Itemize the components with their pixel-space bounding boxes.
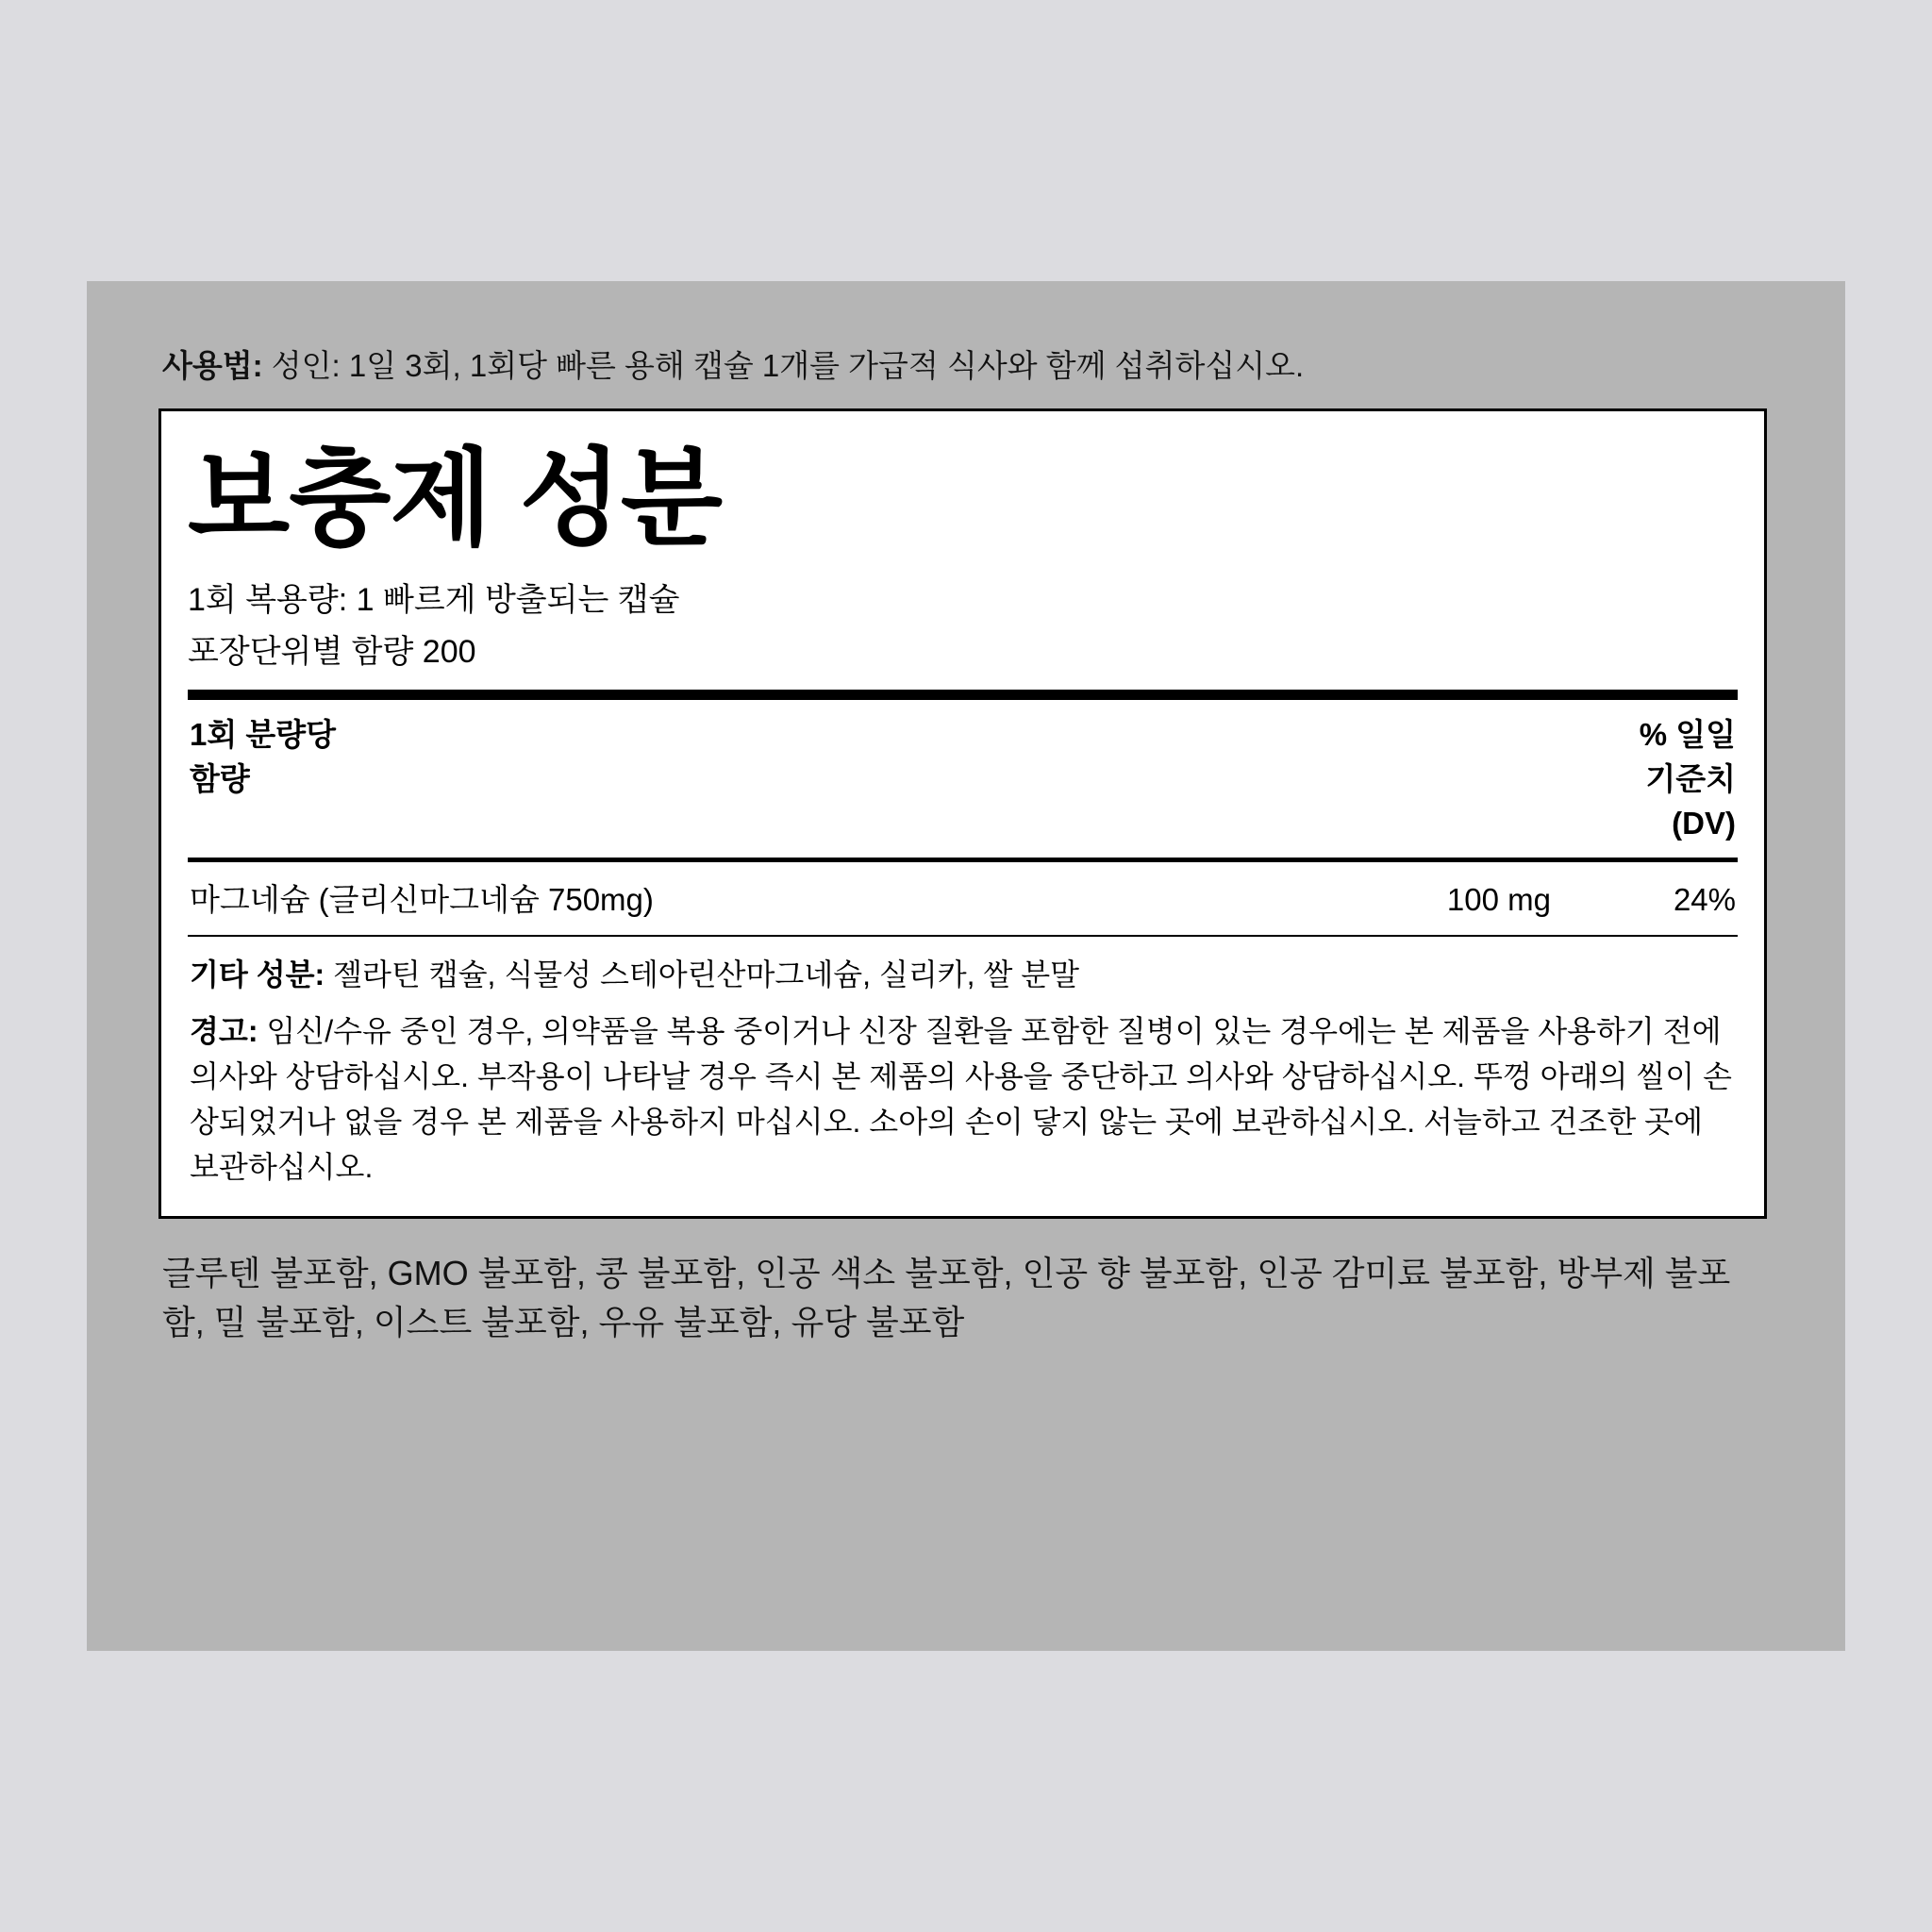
supplement-facts-panel	[158, 408, 1767, 1219]
supplement-label-card	[87, 281, 1845, 1651]
amount-per-serving-line2: 함량	[190, 761, 250, 797]
amount-per-serving-header	[190, 713, 336, 802]
daily-value-header	[1640, 713, 1736, 846]
other-ingredients-label: 기타 성분:	[190, 958, 325, 992]
directions-label: 사용법:	[162, 348, 263, 383]
table-row	[188, 862, 1738, 935]
nutrient-daily-value: 24%	[1673, 882, 1736, 918]
supplement-facts-title: 보충제 성분	[188, 440, 723, 558]
other-ingredients-text: 젤라틴 캡슐, 식물성 스테아린산마그네슘, 실리카, 쌀 분말	[325, 958, 1080, 992]
nutrient-amount: 100 mg	[1446, 882, 1551, 918]
directions-line	[162, 345, 1766, 388]
nutrient-name: 마그네슘 (글리신마그네슘 750mg)	[190, 882, 654, 918]
dv-line3: (DV)	[1672, 806, 1736, 841]
warning-block	[188, 1003, 1738, 1207]
servings-per-container: 포장단위별 함량 200	[188, 634, 476, 671]
amount-per-serving-line1: 1회 분량당	[190, 717, 337, 753]
other-ingredients	[188, 937, 1738, 1003]
dv-line2: 기준치	[1645, 761, 1736, 797]
divider-thick	[188, 690, 1738, 700]
warning-label: 경고:	[190, 1014, 258, 1049]
table-header-row	[188, 700, 1738, 858]
free-of-claims: 글루텐 불포함, GMO 불포함, 콩 불포함, 인공 색소 불포함, 인공 향 불포함, 인공 감미료 불포함, 방부제 불포함, 밀 불포함, 이스트 불포함, 우유 불포함, 유당 불포함	[162, 1254, 1731, 1342]
serving-size: 1회 복용량: 1 빠르게 방출되는 캡슐	[188, 582, 680, 619]
directions-text: 성인: 1일 3회, 1회당 빠른 용해 캡슐 1개를 가급적 식사와 함께 섭취하십시오.	[262, 348, 1305, 383]
warning-text: 임신/수유 중인 경우, 의약품을 복용 중이거나 신장 질환을 포함한 질병이 있는 경우에는 본 제품을 사용하기 전에 의사와 상담하십시오. 부작용이 나타날 경우 즉시 본 제품의 사용을 중단하고 의사와 상담하십시오. 뚜껑 아래의 씰이 손상되었거나 없을 경우 본 제품을 사용하지 마십시오. 소아의 손이 닿지 않는 곳에 보관하십시오. 서늘하고 건조한 곳에 보관하십시오.	[190, 1014, 1732, 1185]
dv-line1: % 일일	[1639, 717, 1736, 753]
